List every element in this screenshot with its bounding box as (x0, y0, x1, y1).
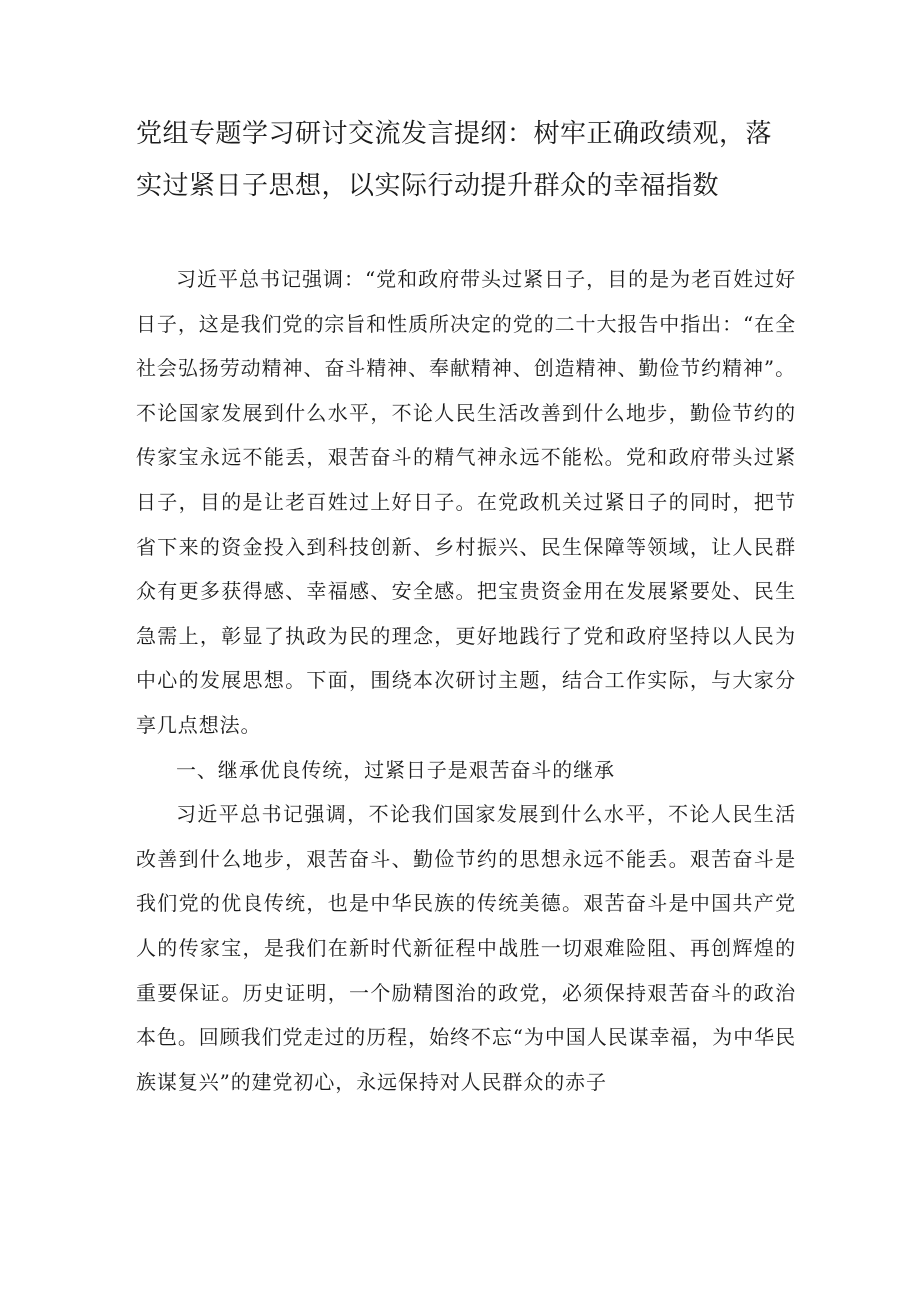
section-heading: 一、继承优良传统，过紧日子是艰苦奋斗的继承 (176, 757, 615, 782)
intro-paragraph: 习近平总书记强调：“党和政府带头过紧日子，目的是为老百姓过好日子，这是我们党的宗旨和性质所决定的党的二十大报告中指出：“在全社会弘扬劳动精神、奋斗精神、奉献精神、创造精神、勤俭节约精神”。不论国家发展到什么水平，不论人民生活改善到什么地步，勤俭节约的传家宝永远不能丢，艰苦奋斗的精气神永远不能松。党和政府带头过紧日子，目的是让老百姓过上好日子。在党政机关过紧日子的同时，把节省下来的资金投入到科技创新、乡村振兴、民生保障等领域，让人民群众有更多获得感、幸福感、安全感。把宝贵资金用在发展紧要处、民生急需上，彰显了执政为民的理念，更好地践行了党和政府坚持以人民为中心的发展思想。下面，围绕本次研讨主题，结合工作实际，与大家分享几点想法。 (136, 267, 796, 737)
document-title: 党组专题学习研讨交流发言提纲：树牢正确政绩观，落实过紧日子思想，以实际行动提升群众的幸福指数 (136, 119, 773, 201)
document-body (136, 257, 796, 1104)
section-paragraph: 习近平总书记强调，不论我们国家发展到什么水平，不论人民生活改善到什么地步，艰苦奋斗、勤俭节约的思想永远不能丢。艰苦奋斗是我们党的优良传统，也是中华民族的传统美德。艰苦奋斗是中国共产党人的传家宝，是我们在新时代新征程中战胜一切艰难险阻、再创辉煌的重要保证。历史证明，一个励精图治的政党，必须保持艰苦奋斗的政治本色。回顾我们党走过的历程，始终不忘“为中国人民谋幸福，为中华民族谋复兴”的建党初心，永远保持对人民群众的赤子 (136, 802, 796, 1094)
